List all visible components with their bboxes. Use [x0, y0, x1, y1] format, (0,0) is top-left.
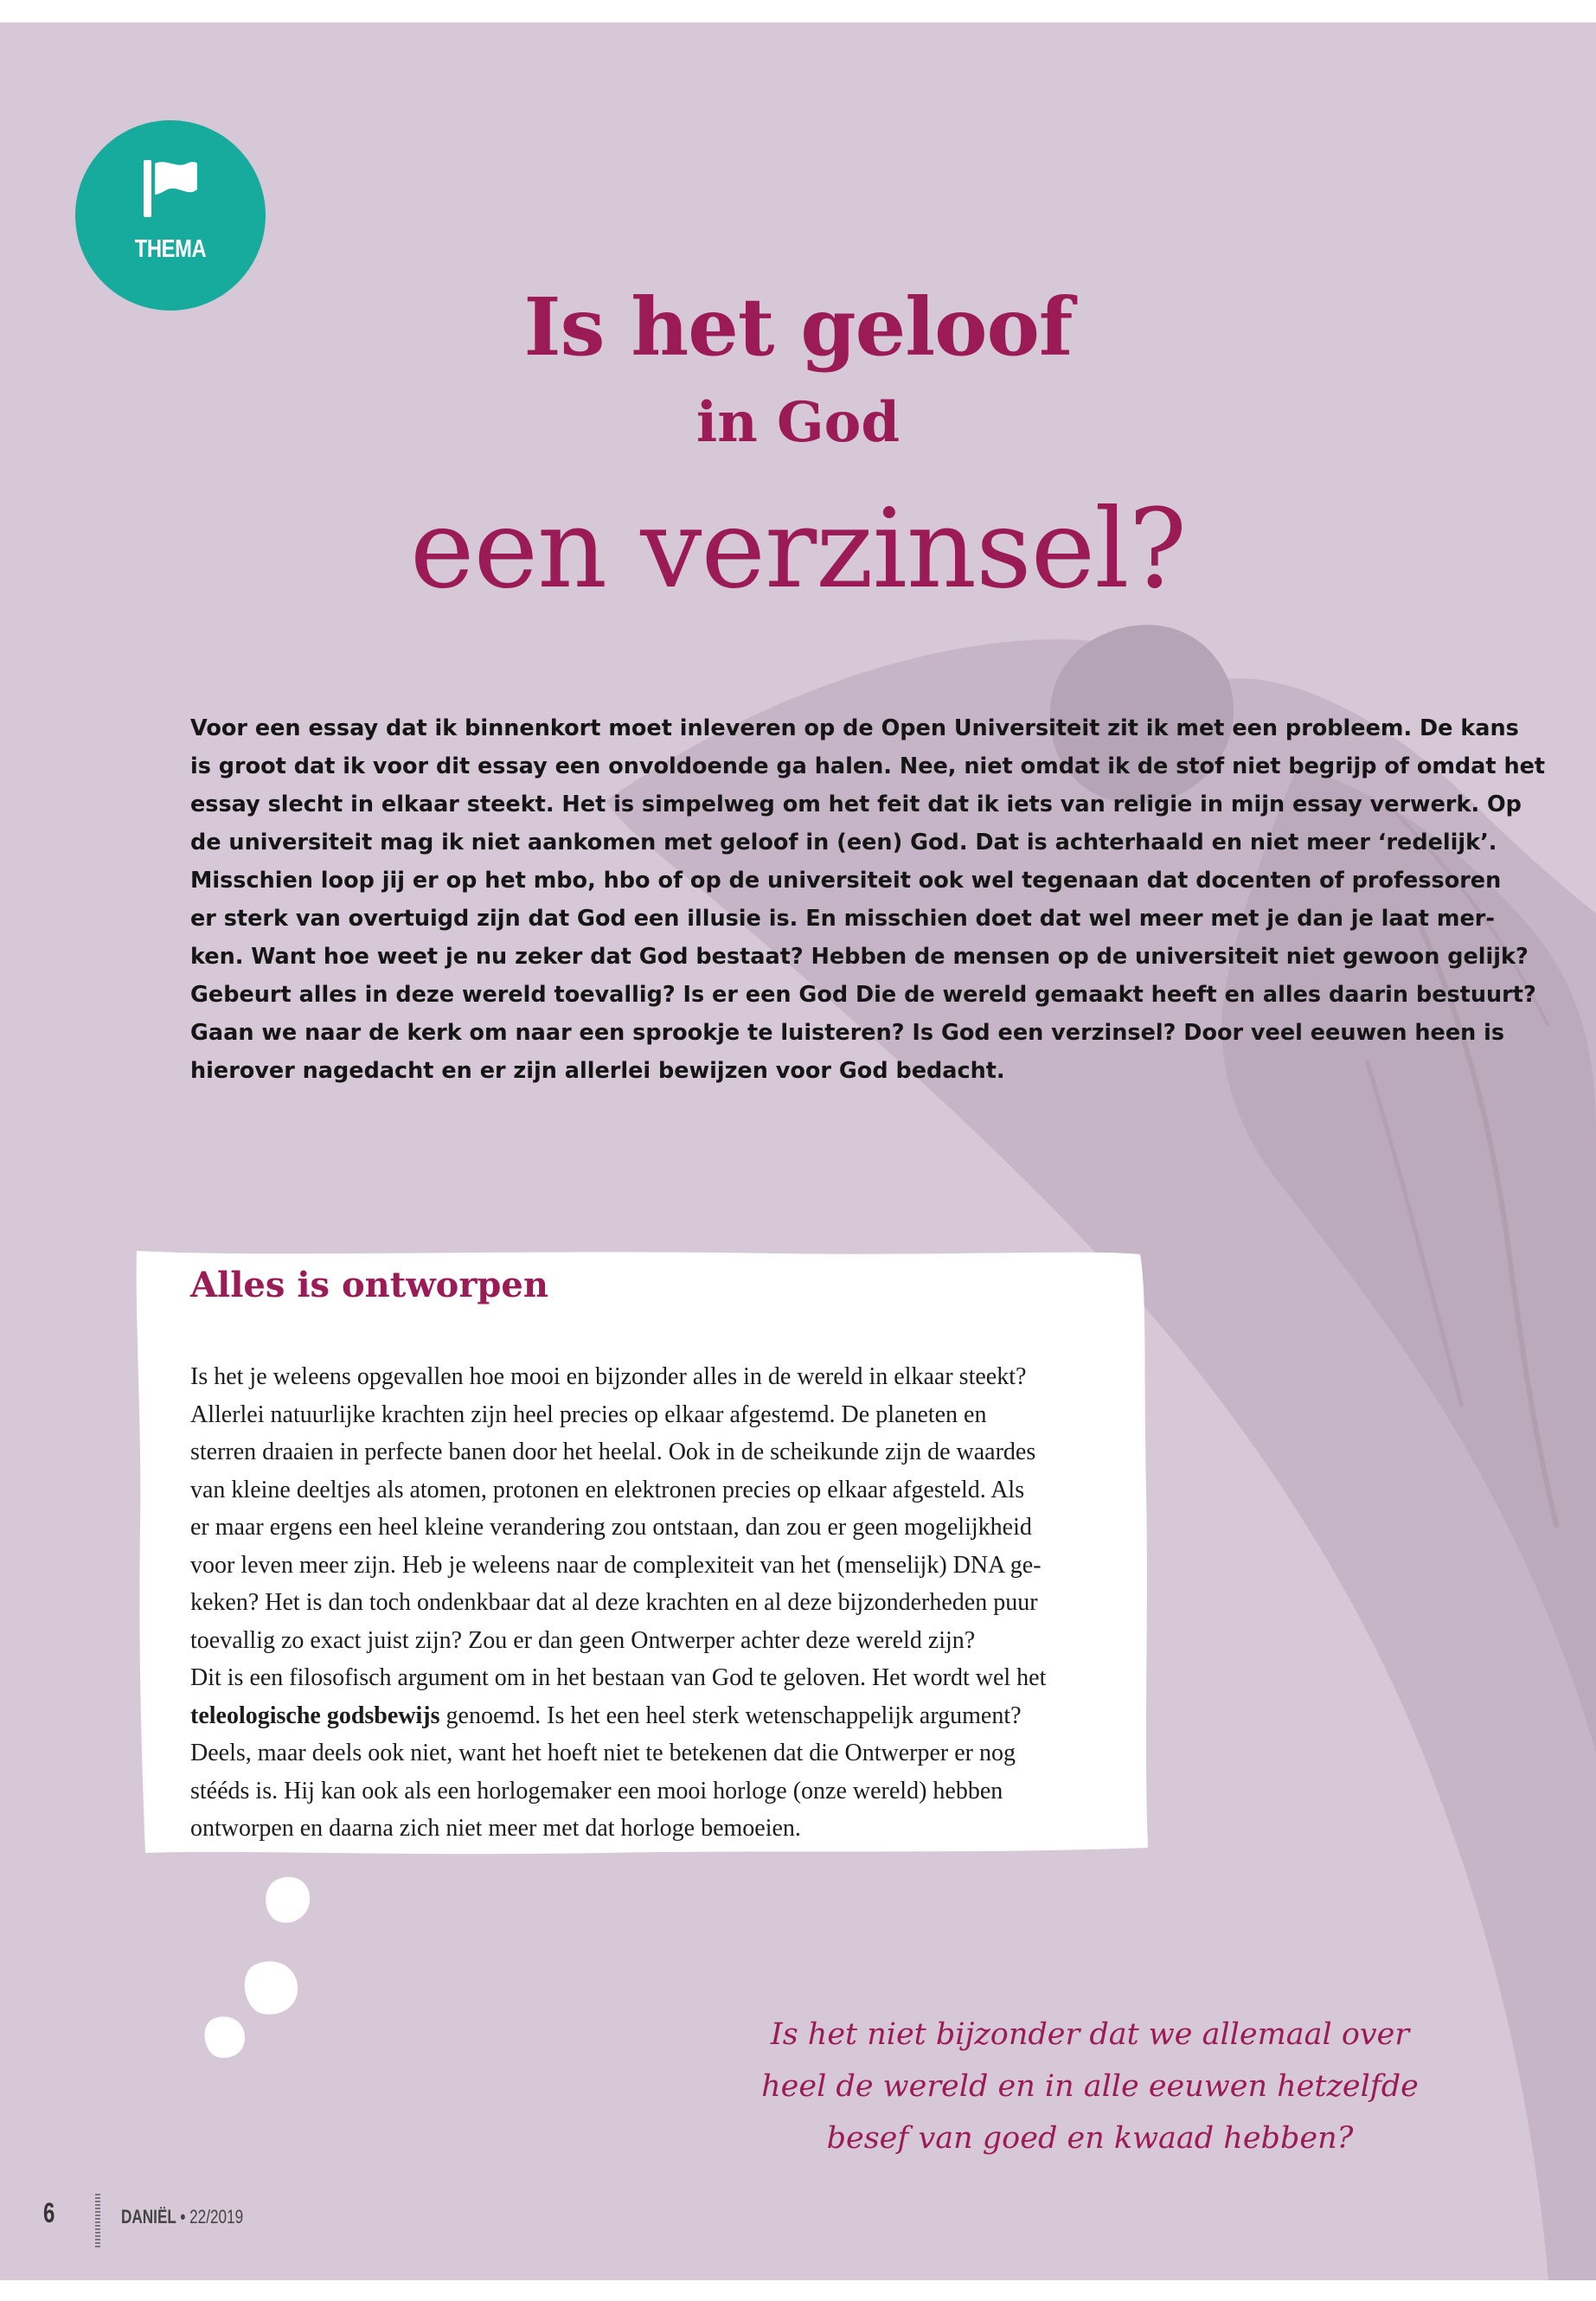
box-body	[190, 1358, 1159, 1848]
box-line	[190, 1697, 1159, 1735]
quote-line: heel de wereld en in alle eeuwen hetzelfde	[761, 2069, 1419, 2104]
title-line-2: in God	[695, 390, 901, 455]
intro-line: Gaan we naar de kerk om naar een sprookje te luisteren? Is God een verzinsel? Door veel eeuwen heen is	[190, 1020, 1505, 1046]
box-heading-plain: Alles is	[190, 1265, 342, 1305]
page-number: 6	[43, 2197, 55, 2228]
intro-line: de universiteit mag ik niet aankomen met geloof in (een) God. Dat is achterhaald en niet meer ‘redelijk’.	[190, 830, 1497, 856]
intro-line: er sterk van overtuigd zijn dat God een illusie is. En misschien doet dat wel meer met je dan je laat mer-	[190, 906, 1495, 932]
box-line: sterren draaien in perfecte banen door het heelal. Ook in de scheikunde zijn de waardes	[190, 1439, 1036, 1465]
badge-label: THEMA	[134, 235, 207, 263]
quote-line: besef van goed en kwaad hebben?	[826, 2121, 1354, 2156]
box-line: Deels, maar deels ook niet, want het hoeft niet te betekenen dat die Ontwerper er nog	[190, 1740, 1016, 1766]
intro-line: Misschien loop jij er op het mbo, hbo of op de universiteit ook wel tegenaan dat docenten of professoren	[190, 868, 1502, 894]
intro-line: Voor een essay dat ik binnenkort moet inleveren op de Open Universiteit zit ik met een probleem. De kans	[190, 715, 1519, 741]
intro-line: is groot dat ik voor dit essay een onvoldoende ga halen. Nee, niet omdat ik de stof niet begrijp of omdat het	[190, 753, 1546, 779]
box-line: keken? Het is dan toch ondenkbaar dat al deze krachten en al deze bijzonderheden puur	[190, 1589, 1038, 1616]
magazine-name	[121, 2206, 243, 2228]
box-line: Is het je weleens opgevallen hoe mooi en bijzonder alles in de wereld in elkaar steekt?	[190, 1363, 1027, 1390]
box-line: stééds is. Hij kan ook als een horlogemaker een mooi horloge (onze wereld) hebben	[190, 1777, 1003, 1804]
box-bold-term: teleologische godsbewijs	[190, 1702, 440, 1729]
intro-line: hierover nagedacht en er zijn allerlei bewijzen voor God bedacht.	[190, 1058, 1005, 1084]
intro-line: essay slecht in elkaar steekt. Het is simpelweg om het feit dat ik iets van religie in mijn essay verwerk. Op	[190, 792, 1522, 817]
magazine-title: DANIËL	[121, 2206, 176, 2227]
pull-quote	[657, 2009, 1522, 2164]
page	[0, 22, 1596, 2280]
box-line: van kleine deeltjes als atomen, protonen en elektronen precies op elkaar afgesteld. Als	[190, 1476, 1025, 1503]
intro-line: Gebeurt alles in deze wereld toevallig? Is er een God Die de wereld gemaakt heeft en alles daarin bestuurt?	[190, 982, 1536, 1008]
box-line: toevallig zo exact juist zijn? Zou er dan geen Ontwerper achter deze wereld zijn?	[190, 1626, 976, 1654]
box-line: er maar ergens een heel kleine verandering zou ontstaan, dan zou er geen mogelijkheid	[190, 1514, 1032, 1541]
footer-separator: •	[176, 2206, 190, 2227]
box-heading-bold: ontworpen	[341, 1265, 548, 1305]
footer-divider	[95, 2194, 100, 2249]
box-heading	[190, 1265, 548, 1305]
thought-bubble	[0, 22, 1596, 2280]
issue-number: 22/2019	[189, 2206, 244, 2227]
box-line: Allerlei natuurlijke krachten zijn heel precies op elkaar afgestemd. De planeten en	[190, 1400, 987, 1428]
title-line-3: een verzinsel?	[409, 485, 1187, 612]
box-line: Dit is een filosofisch argument om in het bestaan van God te geloven. Het wordt wel het	[190, 1664, 1047, 1691]
intro-line: ken. Want hoe weet je nu zeker dat God bestaat? Hebben de mensen op de universiteit niet gewoon gelijk?	[190, 944, 1529, 970]
box-line-rest: genoemd. Is het een heel sterk wetenschappelijk argument?	[439, 1702, 1022, 1729]
box-line: ontworpen en daarna zich niet meer met dat horloge bemoeien.	[190, 1815, 801, 1842]
title-line-1: Is het geloof	[523, 280, 1073, 374]
page-footer	[0, 2194, 519, 2263]
quote-line: Is het niet bijzonder dat we allemaal over	[770, 2017, 1410, 2052]
box-line: voor leven meer zijn. Heb je weleens naar de complexiteit van het (menselijk) DNA ge-	[190, 1551, 1042, 1579]
